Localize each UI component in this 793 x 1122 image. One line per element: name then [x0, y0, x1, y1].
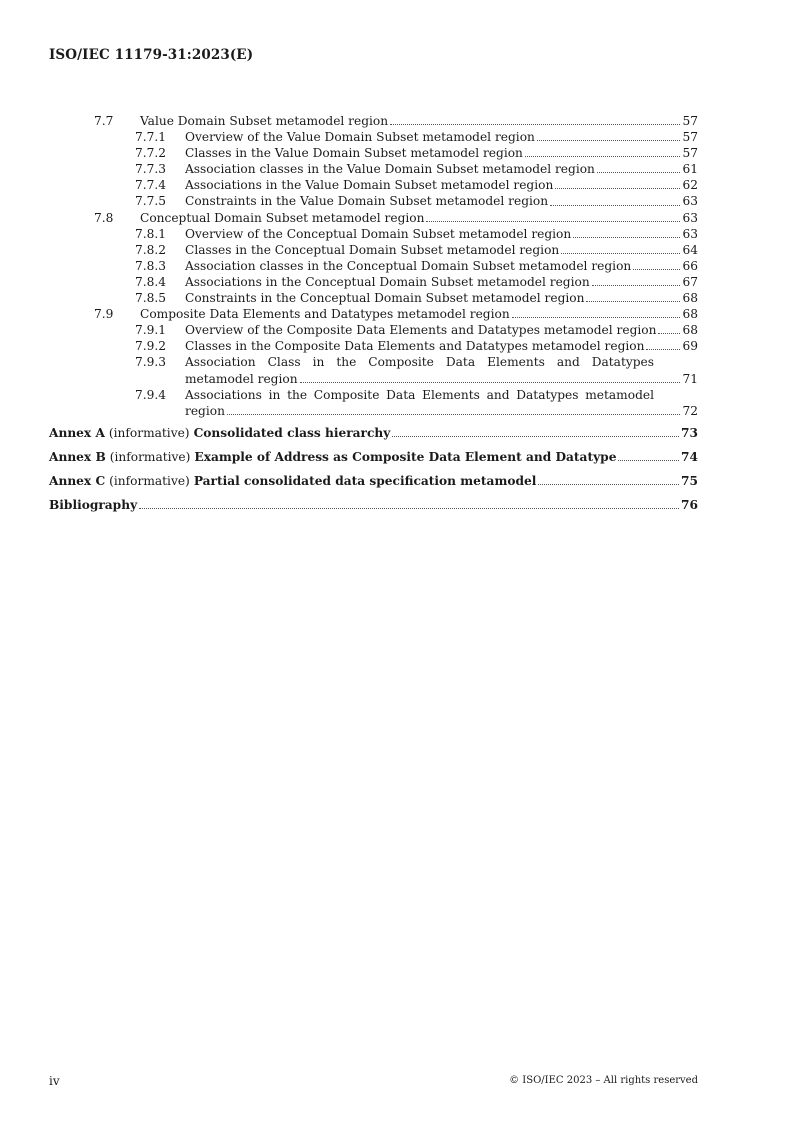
toc-entry-7-7-5[interactable]: [49, 193, 698, 209]
dot-leader: [525, 156, 681, 157]
toc-number: 7.8.5: [135, 291, 167, 306]
toc-number: 7.9.1: [135, 323, 167, 338]
toc-page: 61: [682, 162, 698, 177]
toc-title-line-2-row: [185, 371, 698, 387]
dot-leader: [658, 333, 680, 334]
toc-entry-7-7-1[interactable]: [49, 129, 698, 145]
toc-title: Value Domain Subset metamodel region: [140, 114, 389, 128]
dot-leader: [392, 436, 679, 437]
dot-leader: [618, 460, 679, 461]
toc-title-block: [185, 387, 698, 419]
toc-page: 68: [682, 291, 698, 306]
toc-title-line-2: region: [185, 403, 225, 418]
toc-title-line-2: metamodel region: [185, 371, 298, 386]
document-id: ISO/IEC 11179-31:2023(E): [49, 47, 254, 63]
toc-entry-annex-c[interactable]: [49, 473, 698, 489]
toc-title: Overview of the Value Domain Subset metamodel region: [185, 130, 535, 145]
toc-page: 76: [681, 497, 698, 512]
dot-leader: [646, 349, 680, 350]
dot-leader: [592, 285, 681, 286]
toc-page: 57: [682, 146, 698, 161]
annex-title: Partial consolidated data specification metamodel: [193, 473, 537, 488]
toc-number: 7.7.4: [135, 178, 167, 193]
toc-number: 7.7: [94, 114, 114, 128]
toc-number: 7.9.2: [135, 339, 167, 354]
toc-title: Association classes in the Value Domain Subset metamodel region: [185, 162, 595, 177]
toc-entry-7-8-5[interactable]: [49, 290, 698, 306]
dot-leader: [597, 172, 681, 173]
toc-number: 7.7.3: [135, 162, 167, 177]
annex-type: (informative): [109, 473, 190, 488]
annex-label: Annex B: [49, 449, 106, 464]
toc-page: 69: [682, 339, 698, 354]
toc-title: Associations in the Conceptual Domain Subset metamodel region: [185, 274, 590, 289]
toc-page: 67: [682, 274, 698, 289]
toc-title: Classes in the Value Domain Subset metamodel region: [185, 146, 523, 161]
toc-title: Classes in the Conceptual Domain Subset metamodel region: [185, 242, 560, 257]
toc-number: 7.8.1: [135, 226, 167, 241]
toc-number: 7.7.2: [135, 146, 167, 161]
toc-entry-annex-a[interactable]: [49, 425, 698, 441]
toc-title: Composite Data Elements and Datatypes metamodel region: [140, 307, 510, 322]
toc-number: 7.7.5: [135, 194, 167, 209]
toc-entry-7-9-1[interactable]: [49, 322, 698, 338]
annex-label: Annex C: [49, 473, 106, 488]
toc-page: 74: [681, 449, 698, 464]
toc-title: Constraints in the Conceptual Domain Subset metamodel region: [185, 291, 585, 306]
toc-title: Overview of the Conceptual Domain Subset metamodel region: [185, 226, 572, 241]
toc-number: 7.7.1: [135, 130, 167, 145]
toc-number: 7.8.3: [135, 258, 167, 273]
toc-entry-annex-b[interactable]: [49, 449, 698, 465]
toc-title: Conceptual Domain Subset metamodel region: [140, 210, 425, 225]
toc-entry-7-9-4[interactable]: [49, 387, 698, 419]
toc-number: 7.9: [94, 307, 114, 322]
toc-page: 72: [682, 403, 698, 418]
toc-page: 57: [682, 130, 698, 145]
toc-title: Associations in the Value Domain Subset metamodel region: [185, 178, 554, 193]
dot-leader: [426, 221, 680, 222]
dot-leader: [550, 205, 680, 206]
dot-leader: [561, 253, 680, 254]
annex-title: Consolidated class hierarchy: [193, 425, 391, 440]
dot-leader: [512, 317, 681, 318]
toc-entry-7-7[interactable]: [49, 113, 698, 129]
toc-page: 68: [682, 323, 698, 338]
toc-title: Association classes in the Conceptual Domain Subset metamodel region: [185, 258, 632, 273]
toc-number: 7.9.4: [135, 387, 167, 402]
toc-page: 71: [682, 371, 698, 386]
annex-label: Annex A: [49, 425, 105, 440]
dot-leader: [538, 484, 679, 485]
annex-title: Example of Address as Composite Data Element and Datatype: [194, 449, 617, 464]
toc-page: 68: [682, 307, 698, 322]
dot-leader: [390, 124, 680, 125]
page-number: iv: [49, 1074, 60, 1088]
toc-title: Classes in the Composite Data Elements and Datatypes metamodel region: [185, 339, 645, 354]
toc-entry-7-7-2[interactable]: [49, 145, 698, 161]
toc-entry-7-7-4[interactable]: [49, 177, 698, 193]
dot-leader: [633, 269, 680, 270]
annex-type: (informative): [109, 449, 191, 464]
toc-page: 57: [682, 114, 698, 128]
toc-page: 63: [682, 194, 698, 209]
toc-entry-7-8[interactable]: [49, 210, 698, 226]
dot-leader: [139, 508, 679, 509]
dot-leader: [573, 237, 680, 238]
toc-title: Overview of the Composite Data Elements and Datatypes metamodel region: [185, 323, 657, 338]
toc-number: 7.8: [94, 210, 114, 225]
toc-title-line-1: Association Class in the Composite Data Elements and Datatypes: [185, 355, 654, 370]
toc-page: 75: [681, 473, 698, 488]
toc-page: 62: [682, 178, 698, 193]
toc-page: 73: [681, 425, 698, 440]
copyright-notice: © ISO/IEC 2023 – All rights reserved: [509, 1075, 698, 1086]
dot-leader: [227, 414, 681, 415]
toc-number: 7.9.3: [135, 355, 167, 370]
toc-title: Constraints in the Value Domain Subset metamodel region: [185, 194, 549, 209]
toc-entry-7-9[interactable]: [49, 306, 698, 322]
toc-title-block: [185, 354, 698, 386]
toc-title-line-2-row: [185, 403, 698, 419]
toc-entry-7-8-4[interactable]: [49, 274, 698, 290]
annex-type: (informative): [108, 425, 190, 440]
toc-entry-bibliography[interactable]: [49, 497, 698, 513]
toc-number: 7.8.2: [135, 242, 167, 257]
dot-leader: [300, 382, 681, 383]
toc-page: 63: [682, 226, 698, 241]
toc-number: 7.8.4: [135, 274, 167, 289]
dot-leader: [586, 301, 680, 302]
toc-entry-7-9-2[interactable]: [49, 338, 698, 354]
toc-entry-7-8-1[interactable]: [49, 226, 698, 242]
toc-page: 66: [682, 258, 698, 273]
dot-leader: [555, 188, 680, 189]
dot-leader: [537, 140, 681, 141]
toc-entry-7-8-2[interactable]: [49, 242, 698, 258]
toc-entry-7-9-3[interactable]: [49, 354, 698, 386]
toc-page: 63: [682, 210, 698, 225]
table-of-contents: [49, 113, 698, 513]
bibliography-title: Bibliography: [49, 497, 138, 512]
toc-entry-7-7-3[interactable]: [49, 161, 698, 177]
toc-entry-7-8-3[interactable]: [49, 258, 698, 274]
toc-page: 64: [682, 242, 698, 257]
toc-title-line-1: Associations in the Composite Data Elements and Datatypes metamodel: [185, 387, 654, 402]
